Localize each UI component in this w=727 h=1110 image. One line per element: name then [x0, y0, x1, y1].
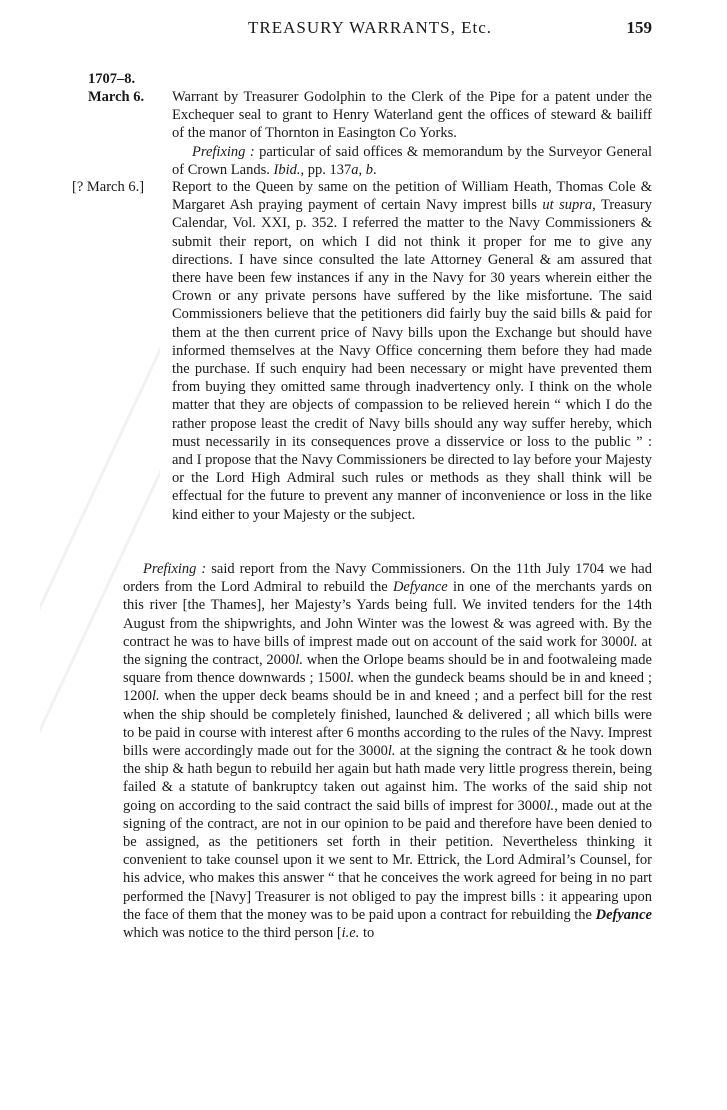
pound-sign: l. — [546, 797, 555, 814]
pound-sign: l. — [152, 688, 160, 705]
ref-pages: , pp. 137 — [300, 161, 352, 178]
ref-a: a — [351, 161, 359, 178]
p2-j: to — [359, 925, 375, 942]
ref-b: b — [365, 161, 373, 178]
page-number: 159 — [626, 18, 652, 37]
pound-sign: l. — [346, 670, 355, 687]
warrant-text: Warrant by Treasurer Godolphin to the Clerk of the Pipe for a patent under the Exchequer seal to grant to Henry Waterland gent the offices of steward & bailiff of the manor of Thornton in Easington Co Yorks. — [172, 89, 652, 142]
margin-year: 1707–8. — [88, 71, 136, 87]
pound-sign: l. — [295, 652, 304, 669]
ref-separator: , — [358, 161, 366, 178]
p2-g: at the signing the contract & he took down the ship & hath begun to rebuild her again but hath made very little progress therein, being failed & a statute of bankruptcy taken out against him. The works of the said ship not going on according to the said contract the said bills of imprest for 3000 — [123, 743, 652, 814]
pound-sign: l. — [629, 633, 638, 650]
ref-end: . — [372, 161, 377, 178]
p2-a: said report from the Navy Commissioners. On the 11th July 1704 we had orders from the Lord Admiral to rebuild the — [123, 561, 652, 596]
report-part-1: Report to the Queen by same on the petition of William Heath, Thomas Cole & Margaret Ash praying payment of certain Navy imprest bills — [172, 179, 652, 214]
running-title: TREASURY WARRANTS, Etc. — [247, 18, 493, 37]
navy-report-paragraph — [123, 560, 652, 942]
warrant-prefixing — [172, 143, 652, 179]
p2-e: when the gundeck beams should be in and kneed ; 1200 — [123, 670, 652, 705]
entry-report-prefixing — [123, 560, 652, 942]
ship-name-defyance: Defyance — [392, 579, 448, 596]
ship-name-defyance-2: Defyance — [595, 906, 652, 923]
p2-d: when the Orlope beams should be in and footwaleing made square from thence downwards ; 1500 — [123, 652, 652, 687]
p2-f: when the upper deck beams should be in and kneed ; and a perfect bill for the rest when the ship should be completely finished, launched & delivered ; all which bills were to be paid in course with interest after 6 months according to the rules of the Navy. Imprest bills were accordingly made out for the 3000 — [123, 688, 652, 760]
entry-report — [172, 178, 652, 524]
abbrev-ie: i.e. — [341, 925, 360, 942]
ref-ibid: Ibid. — [273, 161, 301, 178]
ut-supra: ut supra — [542, 197, 593, 214]
p2-h: , made out at the signing of the contract, are not in our opinion to be paid and therefore have been denied to be assigned, as the petitioners set forth in their petition. Nevertheless thinking it convenient to take counsel upon it we sent to Mr. Ettrick, the Lord Admiral’s Counsel, for his advice, who makes this answer “ that he conceives the work agreed for being in no part performed the [Navy] Treasurer is not obliged to pay the imprest bills : it appearing upon the face of them that the money was to be paid upon a contract for rebuilding the — [123, 797, 653, 923]
report-paragraph — [172, 178, 652, 524]
entry-warrant — [172, 88, 652, 179]
p2-b: in one of the merchants yards on this river [the Thames], her Majesty’s Yards being full. We invited tenders for the 14th August from the shipwrights, and John Winter was the lowest & was agreed with. By the contract he was to have bills of imprest made out on account of the said work for 3000 — [123, 579, 652, 650]
running-header — [88, 18, 652, 42]
margin-date-1: March 6. — [88, 89, 145, 105]
margin-date-2: [? March 6.] — [72, 179, 145, 195]
p2-i: which was notice to the third person [ — [123, 925, 342, 942]
prefix-label-2: Prefixing : — [143, 561, 207, 577]
prefix-text: particular of said offices & memorandum by the Surveyor General of Crown Lands. — [172, 143, 653, 178]
report-part-2: , Treasury Calendar, Vol. XXI, p. 352. I referred the matter to the Navy Commissioners & submit their report, on which I did not think it proper for me to give any directions. I have since consulted the late Attorney General & am assured that there have been few instances if any in the Navy for 30 years wherein either the Crown or any private persons have suffered by the like misfortune. The said Commissioners believe that the petitioners did fairly buy the said bills & paid for them at the then current price of Navy bills upon the Exchange but should have informed themselves at the Navy Office concerning them before they had made the purchase. If such enquiry had been necessary or might have prevented them from buying they omitted same through inadvertency only. I think on the whole matter that they are objects of compassion to be relieved herein “ which I do the rather propose least the credit of Navy bills should any way suffer hereby, which must necessarily in its consequences prove a disservice or loss to the public ” : and I propose that the Navy Commissioners be directed to lay before your Majesty or the Lord High Admiral such rules or methods as they shall think will be effectual for the future to prevent any manner of inconvenience or loss in the like kind either to your Majesty or the subject. — [172, 197, 652, 523]
prefix-label: Prefixing : — [192, 143, 255, 160]
p2-c: at the signing the contract, 2000 — [123, 633, 652, 669]
pound-sign: l. — [387, 743, 396, 760]
